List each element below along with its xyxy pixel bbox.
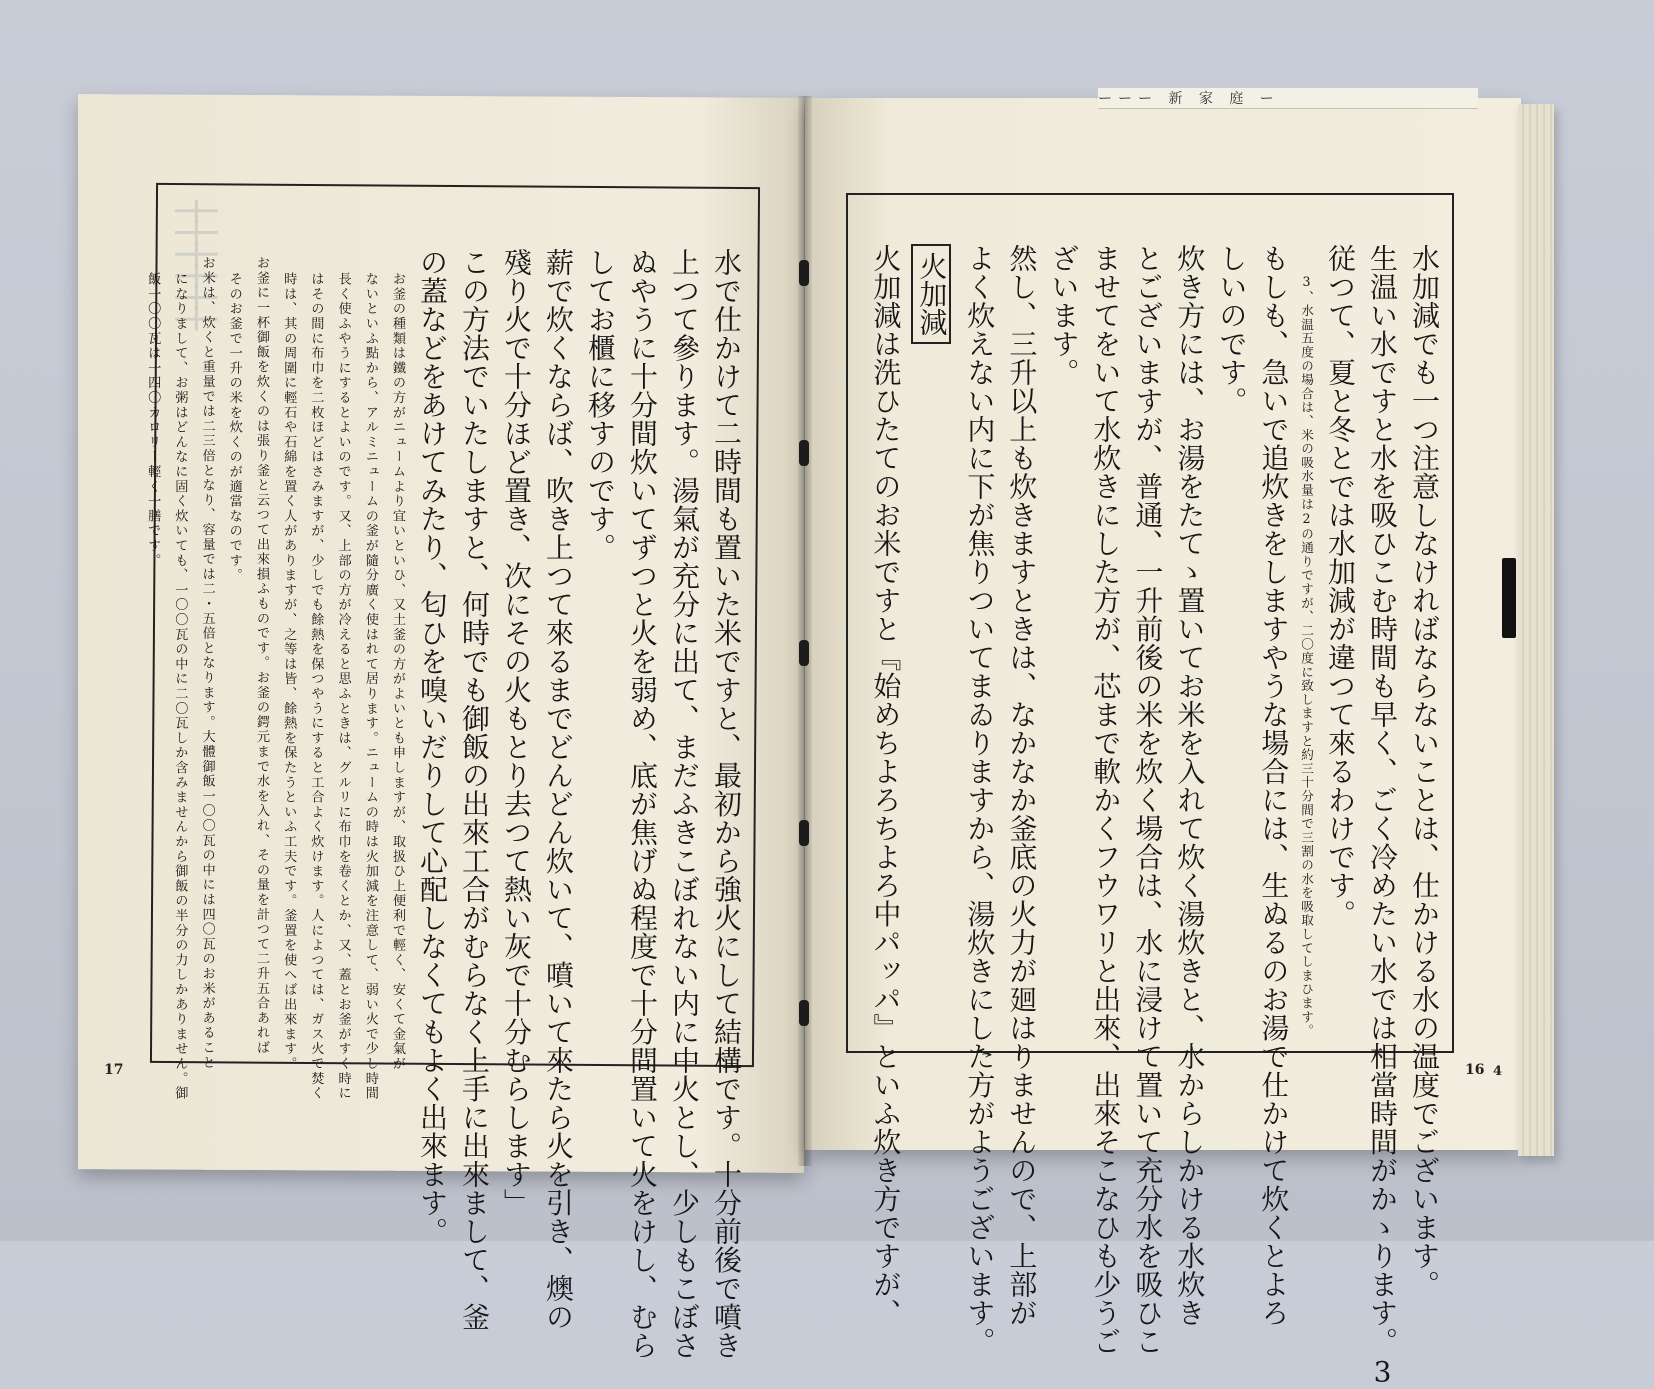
right-line-4: もしも、急いで追炊きをしますやうな場合には、生ぬるのお湯で仕かけて炊くとよろ: [1257, 244, 1291, 1327]
left-line-4: してお櫃に移すのです。: [584, 248, 617, 562]
left-text-block: [145, 248, 743, 1360]
left-note-line-10: 飯一〇〇瓦は一四〇カロリー輕く一膳です。: [145, 272, 161, 568]
page-edge-stack: [1518, 104, 1554, 1156]
binding-stitch: [799, 1000, 809, 1026]
section-heading: 火加減: [911, 244, 951, 344]
left-line-3: ぬやうに十分間炊いてずつと火を弱め、底が焦げぬ程度で十分間置いて火をけし、むら: [626, 248, 659, 1360]
left-line-7: この方法でいたしますと、何時でも御飯の出來工合がむらなく上手に出來まして、釜: [458, 248, 491, 1331]
left-note-line-9: になりまして、お粥はどんなに固く炊いても、一〇〇瓦の中に二〇瓦しか含みませんから御飯の半分の力しかありません。御: [172, 272, 188, 1101]
right-page-number: 16: [1465, 1062, 1485, 1078]
left-note-line-6: お釜に一杯御飯を炊くのは張り釜と云つて出來損ふものです。お釜の鍔元まで水を入れ、その量を計つて二升五合あれば: [253, 256, 269, 1056]
left-note-line-8: お米は、炊くと重量では二三倍となり、容量では二・五倍となります。大體御飯一〇〇瓦の中には四〇瓦のお米があること: [199, 256, 215, 1070]
top-strip-text: ーーー 新 家 庭 ー: [1098, 91, 1280, 107]
binding-stitch: [799, 640, 809, 666]
left-line-6: 殘り火で十分ほど置き、次にその火もとり去つて熱い灰で十分むらします」: [500, 248, 533, 1217]
right-line-6: 炊き方には、お湯をたてゝ置いてお米を入れて炊く湯炊きと、水からしかける水炊き: [1173, 244, 1207, 1327]
binding-stitch: [799, 820, 809, 846]
right-line-5: しいのです。: [1215, 244, 1249, 415]
left-line-1: 水で仕かけて二時間も置いた米ですと、最初から強火にして結構です。十分前後で噴き: [710, 248, 743, 1360]
binding-stitch: [799, 440, 809, 466]
right-line-2: 生温い水ですと水を吸ひこむ時間も早く、ごく冷めたい水では相當時間がかゝります。3: [1366, 244, 1399, 1389]
left-note-line-5: 時は、其の周圍に輕石や石綿を置く人がありますが、之等は皆、餘熱を保たうといふ工夫です。釜置を使へば出來ます。: [281, 272, 297, 1072]
left-note-line-7: そのお釜で一升の米を炊くのが適當なのです。: [226, 272, 242, 583]
left-note-line-1: お釜の種類は鐵の方がニュームより宜いといひ、又土釜の方がよいとも申しますが、取扱ひ上便利で輕く、安くて金氣が: [390, 272, 405, 1072]
right-line-11: よく炊えない内に下が焦りついてまゐりますから、湯炊きにした方がようございます。: [963, 244, 997, 1356]
right-footnote: 3、水温五度の場合は、米の吸水量は2の通りですが、二〇度に致しますと約三十分間で三割の水を吸取してしまひます。: [1299, 274, 1314, 1038]
right-line-3: 従つて、夏と冬とでは水加減が違つて來るわけです。: [1324, 244, 1357, 928]
left-page-number: 17: [104, 1062, 124, 1078]
right-line-1: 水加減でも一つ注意しなければならないことは、仕かける水の温度でございます。: [1408, 244, 1441, 1299]
right-line-12: 火加減は洗ひたてのお米ですと『始めちよろちよろ中パッパ』といふ炊き方ですが、: [869, 244, 903, 1327]
left-line-2: 上つて參ります。湯氣が充分に出て、まだふきこぼれない内に中火とし、少しもこぼさ: [668, 248, 701, 1360]
binding-stitch: [799, 260, 809, 286]
right-line-8: ませてをいて水炊きにした方が、芯まで軟かくフウワリと出來、出來そこなひも少うご: [1089, 244, 1123, 1356]
top-page-strip: [1098, 88, 1478, 109]
right-line-10: 然し、三升以上も炊きますときは、なかなか釜底の火力が廻はりませんので、上部が: [1005, 244, 1039, 1327]
right-line-9: ざいます。: [1047, 244, 1081, 387]
right-text-block: [868, 244, 1441, 1389]
left-note-line-2: ないといふ點から、アルミニュームの釜が隨分廣く使はれて居ります。ニュームの時は火加減を注意して、弱い火で少し時間: [362, 272, 378, 1101]
left-line-8: の蓋などをあけてみたり、匂ひを嗅いだりして心配しなくてもよく出來ます。: [416, 248, 449, 1246]
page-edge-number: 4: [1493, 1064, 1503, 1079]
right-line-7: とございますが、普通、一升前後の米を炊く場合は、水に浸けて置いて充分水を吸ひこ: [1131, 244, 1165, 1356]
left-line-5: 薪で炊くならば、吹き上つて來るまでどんどん炊いて、噴いて來たら火を引き、燠の: [542, 248, 575, 1331]
index-tab-mark: [1502, 558, 1516, 638]
show-through-bleed: ┼┼┼┼┼┼: [175, 200, 216, 331]
left-note-line-4: はその間に布巾を二枚ほどはさみますが、少しでも餘熱を保つやうにすると工合よく炊けます。人によつては、ガス火で焚く: [308, 272, 324, 1101]
left-note-line-3: 長く使ふやうにするとよいのです。又、上部の方が冷えると思ふときは、グルリに布巾を卷くとか、又、蓋とお釜がすく時に: [335, 272, 351, 1101]
